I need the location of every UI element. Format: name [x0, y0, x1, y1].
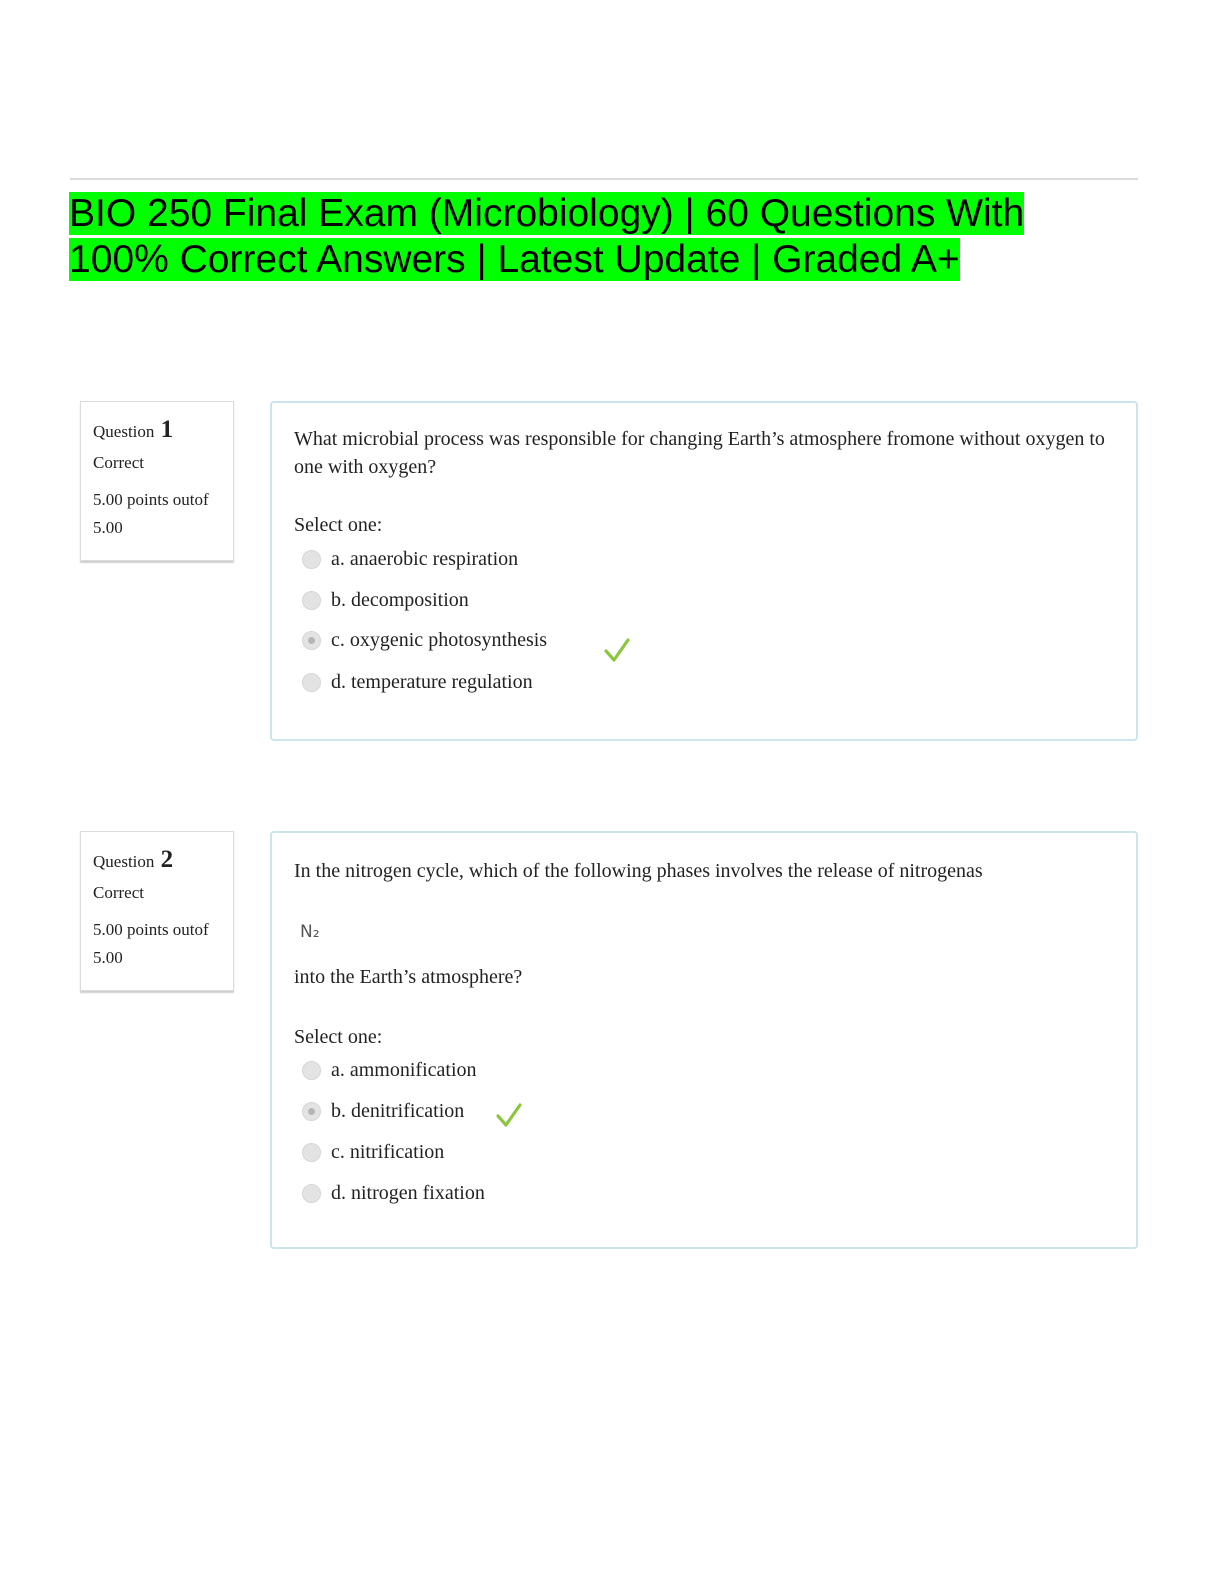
question-2-card	[270, 831, 1138, 1249]
radio-button-selected[interactable]	[302, 1102, 321, 1121]
question-number: 1	[160, 416, 174, 443]
correct-check-icon	[604, 638, 630, 664]
option-label: c. nitrification	[331, 1141, 445, 1163]
page-title	[69, 191, 1069, 283]
question-label: Question	[93, 852, 155, 871]
select-one-label: Select one:	[294, 514, 383, 536]
option-b[interactable]	[302, 1096, 464, 1126]
option-label: c. oxygenic photosynthesis	[331, 629, 548, 651]
question-status: Correct	[93, 453, 144, 472]
question-number: 2	[160, 846, 174, 873]
option-label: d. nitrogen fixation	[331, 1182, 485, 1204]
option-label: a. ammonification	[331, 1059, 477, 1081]
question-status: Correct	[93, 883, 144, 902]
option-a[interactable]	[302, 544, 518, 574]
option-c[interactable]	[302, 1137, 444, 1167]
radio-button[interactable]	[302, 1061, 321, 1080]
option-d[interactable]	[302, 667, 533, 697]
option-c[interactable]	[302, 625, 547, 655]
page-title-text: BIO 250 Final Exam (Microbiology) | 60 Questions With 100% Correct Answers | Latest Update | Graded A+	[69, 192, 1025, 281]
formula-n2: N₂	[300, 922, 320, 942]
top-divider	[70, 178, 1138, 180]
question-label: Question	[93, 422, 155, 441]
option-a[interactable]	[302, 1055, 477, 1085]
option-d[interactable]	[302, 1178, 485, 1208]
option-label: b. denitrification	[331, 1100, 465, 1122]
question-grade: 5.00 points outof 5.00	[93, 490, 209, 537]
radio-button[interactable]	[302, 673, 321, 692]
radio-button[interactable]	[302, 550, 321, 569]
question-text: What microbial process was responsible for changing Earth’s atmosphere fromone without oxygen to one with oxygen?	[294, 428, 1105, 478]
question-1-info	[80, 401, 234, 561]
question-1-card	[270, 401, 1138, 741]
option-b[interactable]	[302, 585, 469, 615]
question-2-info	[80, 831, 234, 991]
option-label: d. temperature regulation	[331, 671, 533, 693]
option-label: a. anaerobic respiration	[331, 548, 519, 570]
correct-check-icon	[496, 1103, 522, 1129]
select-one-label: Select one:	[294, 1026, 383, 1048]
radio-button-selected[interactable]	[302, 631, 321, 650]
question-grade: 5.00 points outof 5.00	[93, 920, 209, 967]
radio-button[interactable]	[302, 1143, 321, 1162]
option-label: b. decomposition	[331, 589, 469, 611]
question-text: In the nitrogen cycle, which of the following phases involves the release of nitrogenas	[294, 860, 983, 882]
question-text-continued: into the Earth’s atmosphere?	[294, 966, 523, 988]
radio-button[interactable]	[302, 1184, 321, 1203]
radio-button[interactable]	[302, 591, 321, 610]
